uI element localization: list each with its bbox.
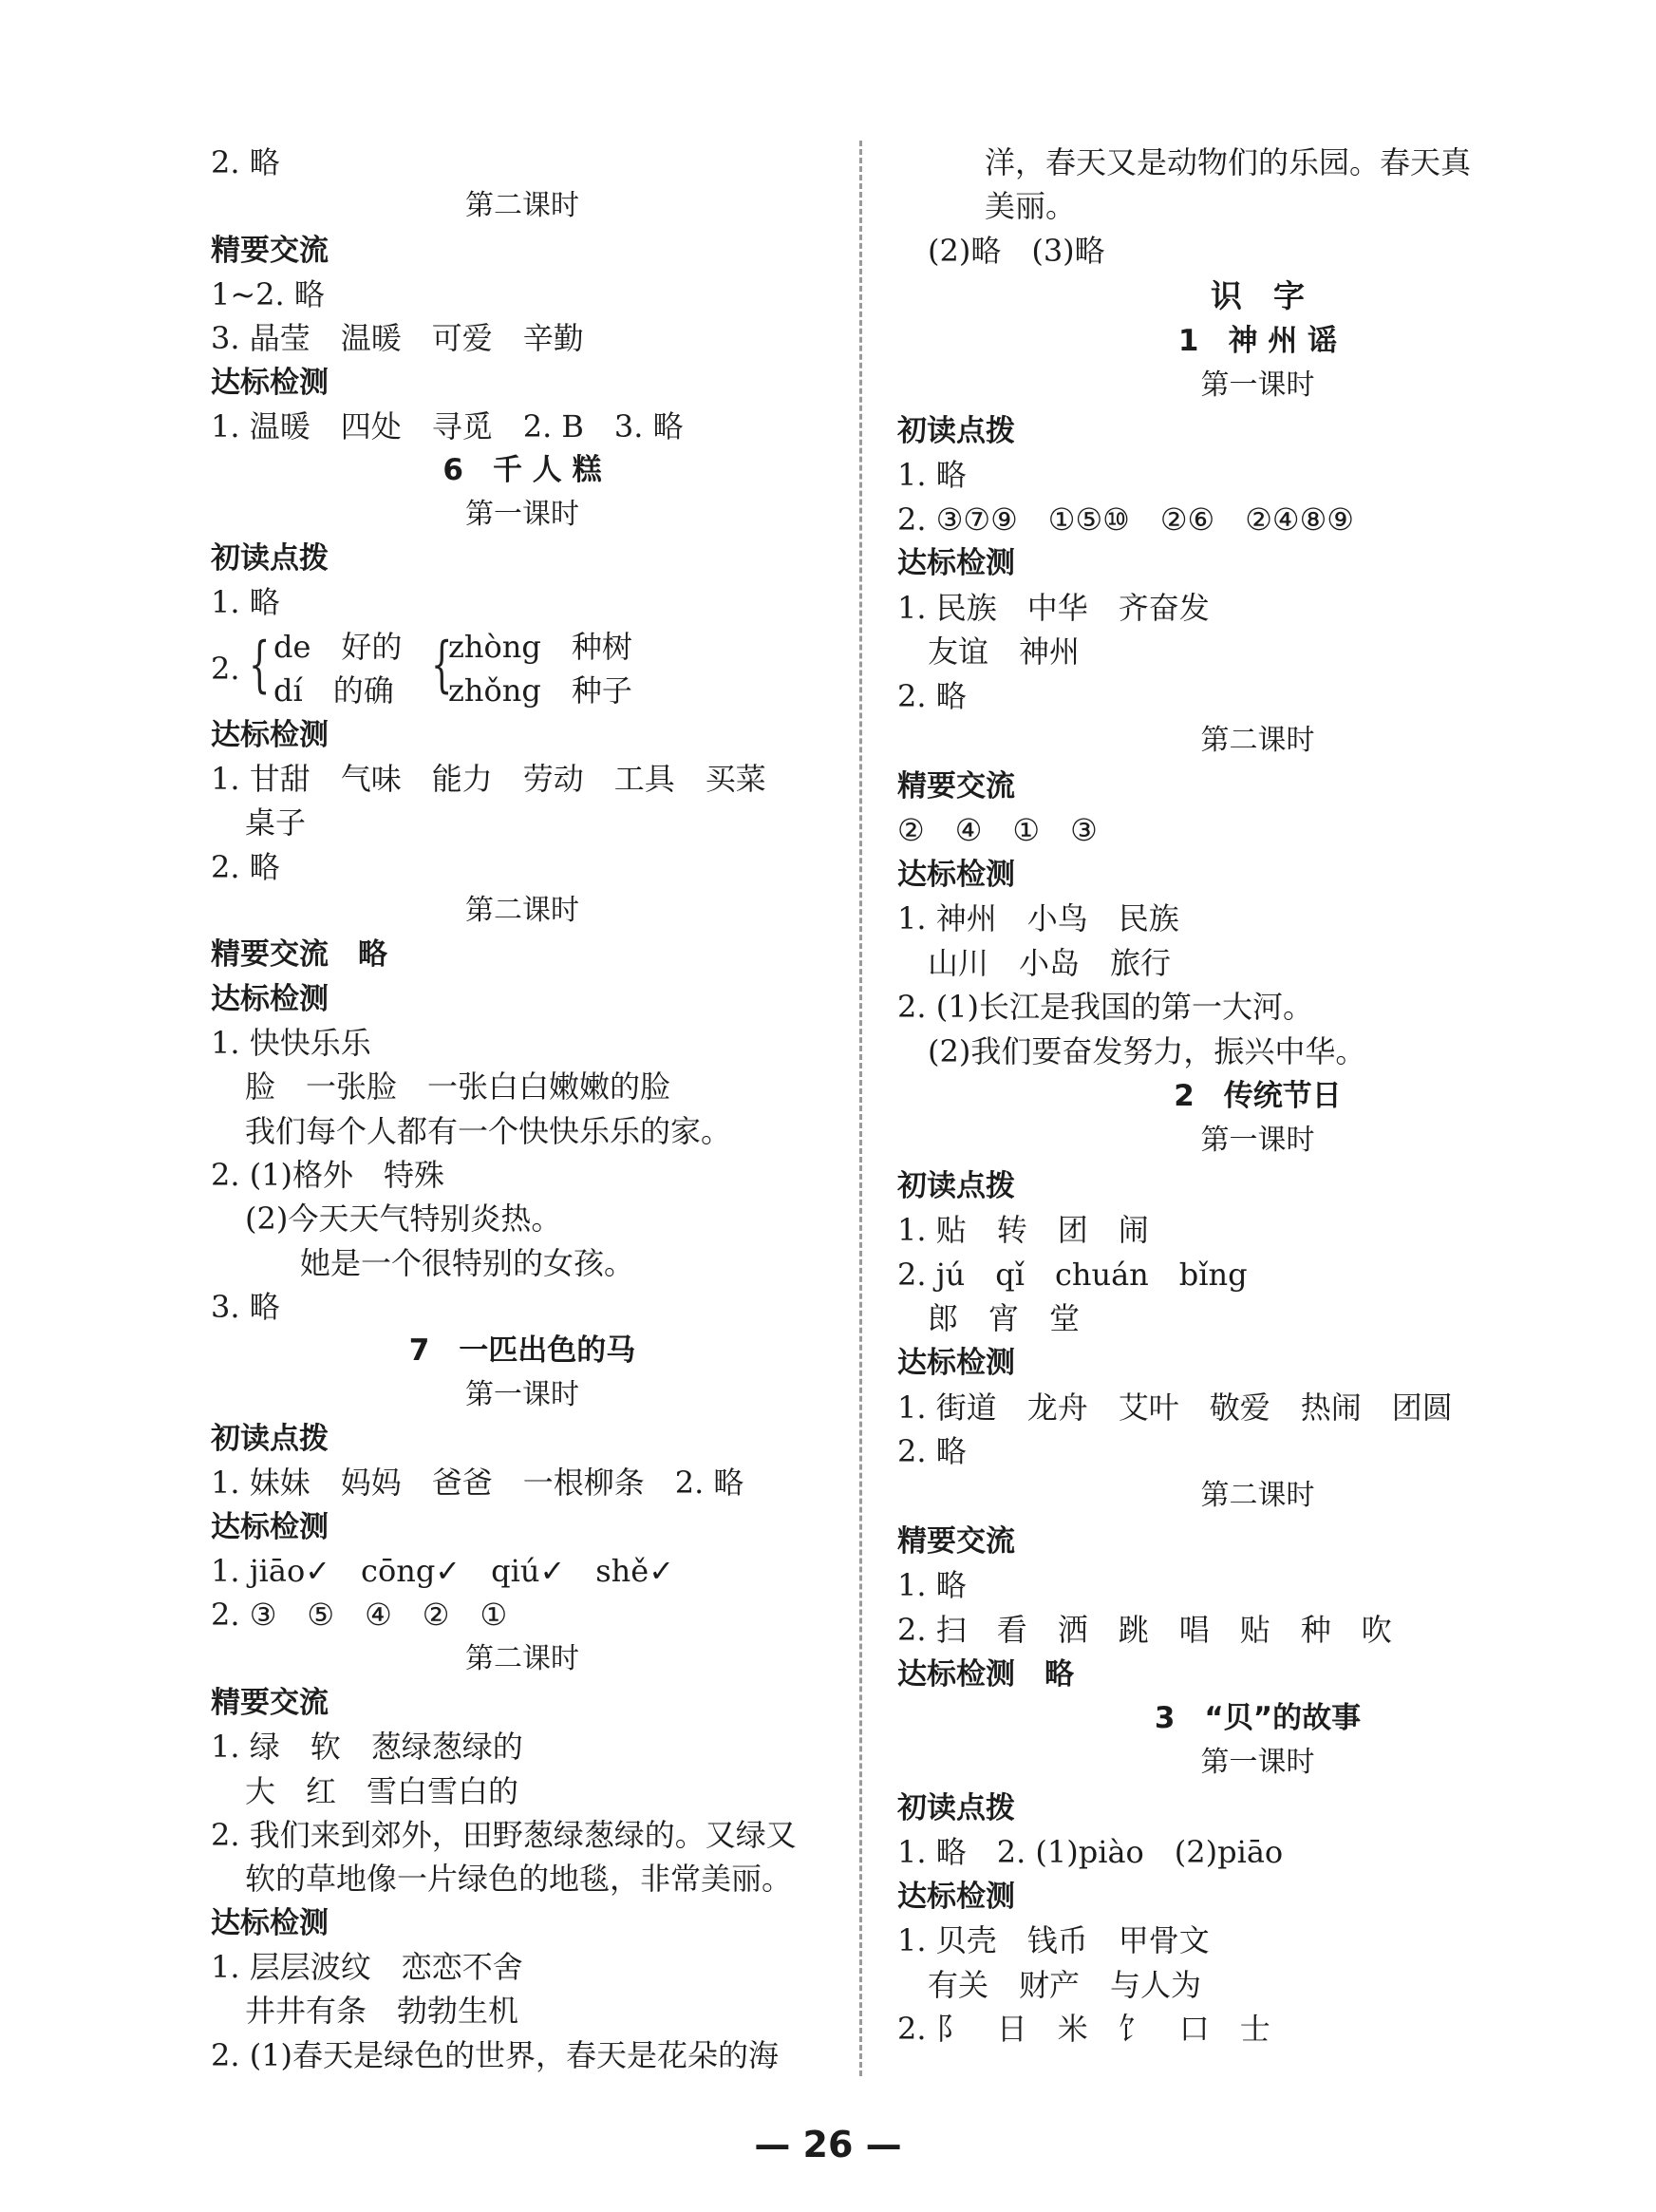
lesson-title: 7 一匹出色的马 — [408, 1333, 636, 1368]
pinyin-pair: zhòng 种树 — [448, 629, 632, 665]
answer-line: 有关 财产 与人为 — [928, 1967, 1202, 2003]
answer-line: 软的草地像一片绿色的地毯，非常美丽。 — [245, 1861, 793, 1897]
pinyin-pair: de 好的 — [273, 629, 403, 665]
section-heading: 达标检测 — [211, 366, 329, 400]
answer-line: 1. 略 — [897, 457, 967, 493]
answer-line: 2. 略 — [897, 1433, 967, 1469]
answer-line: 井井有条 勃勃生机 — [245, 1993, 519, 2029]
section-heading: 达标检测 — [897, 546, 1015, 580]
answer-line: 1. 妹妹 妈妈 爸爸 一根柳条 2. 略 — [211, 1465, 744, 1501]
lesson-subtitle: 第二课时 — [1200, 1479, 1315, 1512]
answer-line: 2. (1)长江是我国的第一大河。 — [897, 989, 1314, 1025]
lesson-subtitle: 第一课时 — [1200, 1124, 1315, 1157]
answer-line: (2)今天天气特别炎热。 — [245, 1201, 562, 1237]
answer-line: ② ④ ① ③ — [897, 812, 1098, 848]
answer-line: 1. 略 2. (1)piào (2)piāo — [897, 1834, 1284, 1870]
answer-line: 2. jú qǐ chuán bǐng — [897, 1257, 1248, 1293]
page-number: — 26 — — [754, 2124, 902, 2165]
answer-line: 2. ③⑦⑨ ①⑤⑩ ②⑥ ②④⑧⑨ — [897, 501, 1354, 538]
answer-line: 脸 一张脸 一张白白嫩嫩的脸 — [245, 1068, 671, 1105]
answer-line: 1. 温暖 四处 寻觅 2. B 3. 略 — [211, 408, 684, 444]
lesson-title: 6 千 人 糕 — [442, 453, 602, 487]
section-heading: 达标检测 — [211, 982, 329, 1016]
answer-line: 3. 略 — [211, 1289, 280, 1325]
answer-line: (2)略 (3)略 — [928, 233, 1105, 269]
lesson-subtitle: 第一课时 — [1200, 1746, 1315, 1779]
lesson-subtitle: 第二课时 — [465, 189, 579, 222]
pinyin-brace-group — [211, 625, 686, 712]
pinyin-pair: zhǒng 种子 — [448, 672, 632, 709]
section-heading: 达标检测 — [897, 1880, 1015, 1914]
answer-line: 2. 略 — [897, 678, 967, 714]
section-heading: 精要交流 略 — [211, 937, 387, 972]
lesson-title: 1 神 州 谣 — [1177, 324, 1338, 358]
section-heading: 初读点拨 — [897, 414, 1015, 448]
lesson-subtitle: 第一课时 — [1200, 369, 1315, 402]
brace-left-icon: { — [249, 630, 271, 700]
brace-right-icon: { — [431, 630, 453, 700]
lesson-subtitle: 第二课时 — [1200, 724, 1315, 757]
lesson-title: 2 传统节日 — [1174, 1079, 1342, 1113]
item-number: 2. — [211, 651, 240, 687]
answer-line: 1. 甘甜 气味 能力 劳动 工具 买菜 — [211, 761, 766, 797]
answer-line: 友谊 神州 — [928, 633, 1081, 670]
answer-line: 郎 宵 堂 — [928, 1300, 1081, 1336]
answer-line: 1~2. 略 — [211, 276, 325, 312]
answer-line: (2)我们要奋发努力，振兴中华。 — [928, 1033, 1366, 1069]
answer-line: 山川 小岛 旅行 — [928, 945, 1172, 981]
answer-line: 1. 民族 中华 齐奋发 — [897, 590, 1210, 626]
lesson-subtitle: 第一课时 — [465, 1378, 579, 1411]
section-heading: 初读点拨 — [897, 1169, 1015, 1203]
section-heading: 达标检测 — [897, 858, 1015, 892]
lesson-subtitle: 第一课时 — [465, 498, 579, 531]
answer-line: 美丽。 — [985, 188, 1077, 224]
section-heading: 初读点拨 — [211, 1422, 329, 1456]
lesson-title: 3 “贝”的故事 — [1154, 1701, 1362, 1735]
answer-line: 2. (1)春天是绿色的世界，春天是花朵的海 — [211, 2037, 780, 2073]
answer-line: 1. 层层波纹 恋恋不舍 — [211, 1949, 523, 1985]
answer-line: 1. jiāo✓ cōng✓ qiú✓ shě✓ — [211, 1553, 675, 1589]
lesson-subtitle: 第二课时 — [465, 1642, 579, 1675]
section-heading: 达标检测 — [211, 1510, 329, 1544]
answer-line: 1. 贴 转 团 闹 — [897, 1212, 1149, 1248]
lesson-subtitle: 第二课时 — [465, 894, 579, 927]
pinyin-pair: dí 的确 — [273, 672, 394, 709]
section-heading: 精要交流 — [897, 769, 1015, 804]
section-heading: 达标检测 — [897, 1346, 1015, 1380]
section-heading: 初读点拨 — [897, 1791, 1015, 1825]
unit-title: 识 字 — [1211, 277, 1305, 314]
answer-line: 她是一个很特别的女孩。 — [300, 1245, 635, 1281]
answer-line: 2. (1)格外 特殊 — [211, 1157, 445, 1193]
answer-line: 1. 略 — [211, 584, 280, 620]
answer-line: 2. 略 — [211, 849, 280, 885]
answer-line: 大 红 雪白雪白的 — [245, 1773, 519, 1809]
answer-line: 3. 晶莹 温暖 可爱 辛勤 — [211, 320, 584, 356]
answer-line: 1. 神州 小鸟 民族 — [897, 900, 1179, 936]
answer-line: 1. 快快乐乐 — [211, 1025, 371, 1061]
section-heading: 达标检测 略 — [897, 1657, 1074, 1692]
section-heading: 精要交流 — [211, 234, 329, 268]
answer-line: 2. 我们来到郊外，田野葱绿葱绿的。又绿又 — [211, 1817, 797, 1853]
answer-line: 1. 街道 龙舟 艾叶 敬爱 热闹 团圆 — [897, 1390, 1453, 1426]
answer-line: 1. 贝壳 钱币 甲骨文 — [897, 1922, 1210, 1958]
answer-line: 桌子 — [245, 804, 307, 841]
section-heading: 精要交流 — [211, 1686, 329, 1720]
section-heading: 初读点拨 — [211, 541, 329, 576]
answer-line: 1. 绿 软 葱绿葱绿的 — [211, 1729, 523, 1765]
answer-line: 2. ③ ⑤ ④ ② ① — [211, 1597, 508, 1633]
answer-line: 洋，春天又是动物们的乐园。春天真 — [985, 144, 1472, 180]
section-heading: 达标检测 — [211, 1906, 329, 1940]
section-heading: 达标检测 — [211, 718, 329, 752]
answer-line: 2. 扫 看 洒 跳 唱 贴 种 吹 — [897, 1612, 1392, 1648]
answer-line: 2. 阝 日 米 饣 口 士 — [897, 2011, 1270, 2047]
answer-line: 我们每个人都有一个快快乐乐的家。 — [245, 1113, 732, 1149]
section-heading: 精要交流 — [897, 1524, 1015, 1559]
answer-line: 1. 略 — [897, 1567, 967, 1603]
answer-line: 2. 略 — [211, 144, 280, 180]
